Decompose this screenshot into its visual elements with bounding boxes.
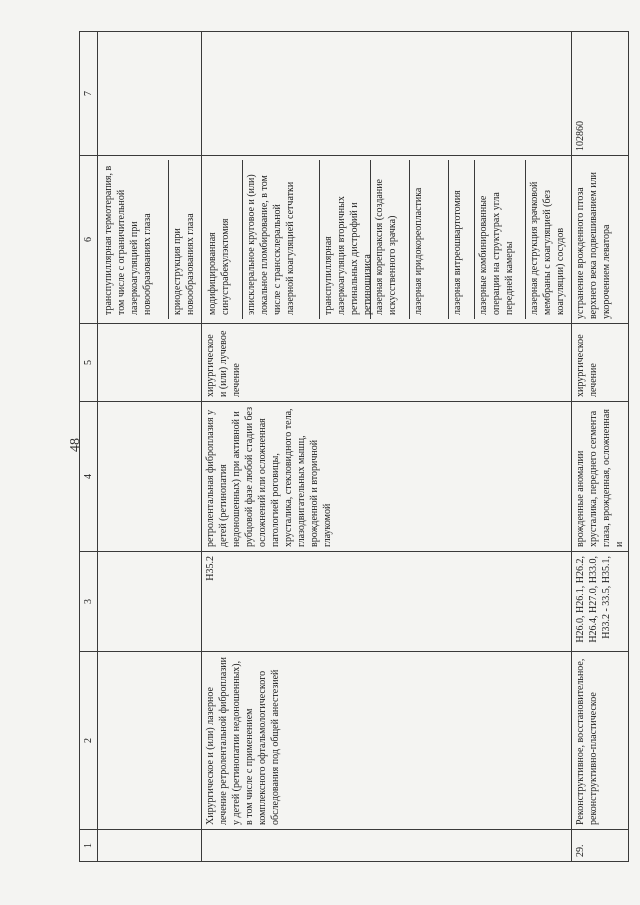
cell-methods — [98, 156, 202, 324]
cell-treatment — [98, 324, 202, 402]
table-row-continuation — [98, 32, 202, 862]
rotated-table-wrapper — [79, 32, 625, 862]
cell-method: устранение врожденного птоза верхнего века подвешиванием или укорочением леватора — [572, 156, 629, 324]
method-item: модифицированная синустрабекулэктомия — [204, 160, 243, 319]
cell-methods — [202, 156, 572, 324]
cell-treatment: хирургическое и (или) лучевое лечение — [202, 324, 572, 402]
method-item: транспупиллярная термотерапия, в том числе с ограничительной лазеркоагуляцией при новообразованиях глаза — [100, 160, 169, 319]
cell-model: ретролентальная фиброплазия у детей (ретинопатия недоношенных) при активной и рубцовой фазе любой стадии без осложнений или осложненная патологией роговицы, хрусталика, стекловидного тела, глазодвигательных мышц, врожденной и вторичной глаукомой — [202, 402, 572, 552]
column-number: 4 — [80, 402, 98, 552]
column-number: 1 — [80, 830, 98, 862]
column-number: 7 — [80, 32, 98, 156]
method-item: эписклеральное круговое и (или) локальное пломбирование, в том числе с транссклеральной лазерной коагуляцией сетчатки — [243, 160, 320, 319]
cell-code: H35.2 — [202, 552, 572, 652]
cell-cost — [202, 32, 572, 156]
table-row-29 — [572, 32, 629, 862]
cell-code: H26.0, H26.1, H26.2, H26.4, H27.0, H33.0, H33.2 - 33.5, H35.1, — [572, 552, 629, 652]
column-number-row — [80, 32, 98, 862]
cell-model — [98, 402, 202, 552]
cell-treatment: хирургическое лечение — [572, 324, 629, 402]
cell-name: Хирургическое и (или) лазерное лечение ретролентальной фиброплазии у детей (ретинопатии недоношенных), в том числе с применением комплексного офтальмологического обследования под общей анестезией — [202, 652, 572, 830]
method-item: криодеструкция при новообразованиях глаза — [172, 213, 196, 315]
cell-name: Реконструктивное, восстановительное, реконструктивно-пластическое — [572, 652, 629, 830]
cell-cost: 102860 — [572, 32, 629, 156]
cell-number — [202, 830, 572, 862]
method-item: лазерная корепраксия (создание искусственного зрачка) — [371, 160, 410, 319]
column-number: 5 — [80, 324, 98, 402]
column-number: 6 — [80, 156, 98, 324]
column-number: 2 — [80, 652, 98, 830]
cell-code — [98, 552, 202, 652]
cell-cost — [98, 32, 202, 156]
cell-number: 29. — [572, 830, 629, 862]
column-number: 3 — [80, 552, 98, 652]
method-item: лазерная витреошвартотомия — [449, 160, 475, 319]
cell-number — [98, 830, 202, 862]
cell-model: врожденные аномалии хрусталика, переднего сегмента глаза, врожденная, осложненная и — [572, 402, 629, 552]
cell-name — [98, 652, 202, 830]
method-item: транспупиллярная лазеркоагуляция вторичных ретинальных дистрофий и ретиношизиса — [320, 160, 371, 319]
page-number: 48 — [68, 438, 83, 452]
table-row-rop — [202, 32, 572, 862]
method-item: лазерная иридокореопластика — [410, 160, 449, 319]
method-item: лазерная деструкция зрачковой мембраны с коагуляцией (без коагуляции) сосудов — [529, 181, 566, 315]
method-item: лазерные комбинированные операции на структурах угла передней камеры — [475, 160, 526, 319]
care-table — [79, 31, 629, 862]
